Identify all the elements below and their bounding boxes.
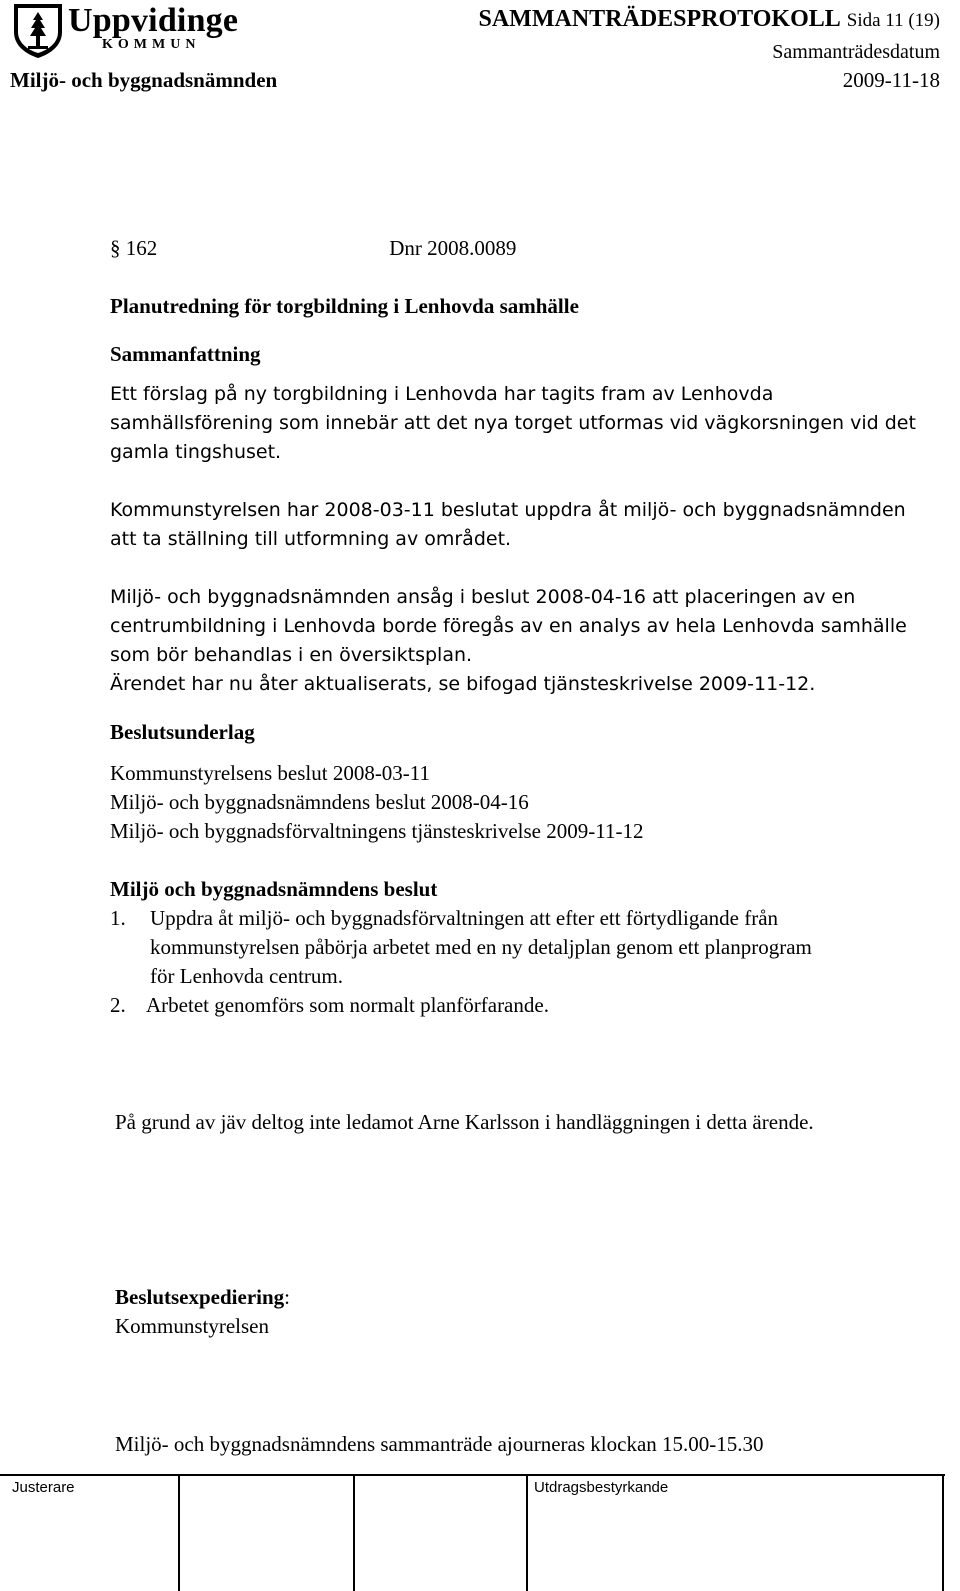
text-line: för Lenhovda centrum. bbox=[150, 964, 344, 988]
summary-paragraph-3 bbox=[110, 583, 907, 699]
text-line: att ta ställning till utformning av området. bbox=[110, 528, 512, 550]
text-line: Arbetet genomförs som normalt planförfarande. bbox=[146, 993, 549, 1017]
basis-heading: Beslutsunderlag bbox=[110, 720, 255, 744]
basis-item: Miljö- och byggnadsnämndens beslut 2008-04-16 bbox=[110, 790, 529, 814]
summary-heading: Sammanfattning bbox=[110, 342, 261, 366]
text-line: kommunstyrelsen påbörja arbetet med en ny detaljplan genom ett planprogram bbox=[150, 935, 812, 959]
decision-heading: Miljö och byggnadsnämndens beslut bbox=[110, 877, 438, 901]
section-symbol: § bbox=[110, 236, 121, 260]
document-title bbox=[479, 6, 941, 33]
text-line: gamla tingshuset. bbox=[110, 441, 282, 463]
decision-item-2 bbox=[110, 991, 812, 1020]
protocol-title: SAMMANTRÄDESPROTOKOLL bbox=[478, 6, 841, 32]
utdragsbestyrkande-label: Utdragsbestyrkande bbox=[534, 1479, 669, 1496]
page-info: Sida 11 (19) bbox=[846, 10, 940, 31]
meeting-date: 2009-11-18 bbox=[842, 68, 940, 92]
jav-note: På grund av jäv deltog inte ledamot Arne Karlsson i handläggningen i detta ärende. bbox=[115, 1110, 814, 1134]
text-line: Miljö- och byggnadsnämnden ansåg i beslut 2008-04-16 att placeringen av en bbox=[110, 586, 856, 608]
text-line: centrumbildning i Lenhovda borde föregås av en analys av hela Lenhovda samhälle bbox=[110, 615, 907, 637]
signature-table-divider bbox=[178, 1475, 180, 1591]
case-number-line bbox=[110, 234, 516, 263]
text-line: Uppdra åt miljö- och byggnadsförvaltningen att efter ett förtydligande från bbox=[150, 906, 779, 930]
signature-table-divider bbox=[526, 1475, 528, 1591]
logo-name: Uppvidinge bbox=[68, 2, 239, 39]
text-line: Kommunstyrelsen har 2008-03-11 beslutat uppdra åt miljö- och byggnadsnämnden bbox=[110, 499, 906, 521]
summary-paragraph-2 bbox=[110, 496, 906, 554]
expedition-heading bbox=[115, 1283, 290, 1312]
logo-subtitle: KOMMUN bbox=[102, 37, 201, 52]
basis-list bbox=[110, 759, 643, 846]
signature-table-top-border bbox=[0, 1474, 945, 1476]
justerare-label: Justerare bbox=[12, 1479, 75, 1496]
dnr: Dnr 2008.0089 bbox=[389, 236, 517, 260]
case-title: Planutredning för torgbildning i Lenhovda samhälle bbox=[110, 294, 579, 318]
text-line: som bör behandlas i en översiktsplan. bbox=[110, 644, 473, 666]
meeting-date-label: Sammanträdesdatum bbox=[772, 41, 940, 63]
decision-item-1 bbox=[110, 904, 812, 991]
basis-item: Miljö- och byggnadsförvaltningens tjänsteskrivelse 2009-11-12 bbox=[110, 819, 644, 843]
expedition-heading-text: Beslutsexpediering bbox=[115, 1285, 285, 1309]
signature-table-divider bbox=[353, 1475, 355, 1591]
decision-item-number: 2. bbox=[110, 993, 126, 1017]
basis-item: Kommunstyrelsens beslut 2008-03-11 bbox=[110, 761, 431, 785]
expedition-recipient: Kommunstyrelsen bbox=[115, 1314, 269, 1338]
decision-item-number: 1. bbox=[110, 906, 126, 930]
decision-list bbox=[110, 904, 812, 1020]
expedition-colon: : bbox=[284, 1285, 291, 1309]
text-line: Ärendet har nu åter aktualiserats, se bifogad tjänsteskrivelse 2009-11-12. bbox=[110, 673, 816, 695]
summary-paragraph-1 bbox=[110, 380, 916, 467]
board-name: Miljö- och byggnadsnämnden bbox=[10, 68, 278, 92]
signature-table-right-border bbox=[942, 1475, 944, 1591]
text-line: Ett förslag på ny torgbildning i Lenhovda har tagits fram av Lenhovda bbox=[110, 383, 774, 405]
case-number: 162 bbox=[125, 236, 158, 260]
text-line: samhällsförening som innebär att det nya torget utformas vid vägkorsningen vid det bbox=[110, 412, 916, 434]
adjourn-note: Miljö- och byggnadsnämndens sammanträde ajourneras klockan 15.00-15.30 bbox=[115, 1432, 764, 1456]
